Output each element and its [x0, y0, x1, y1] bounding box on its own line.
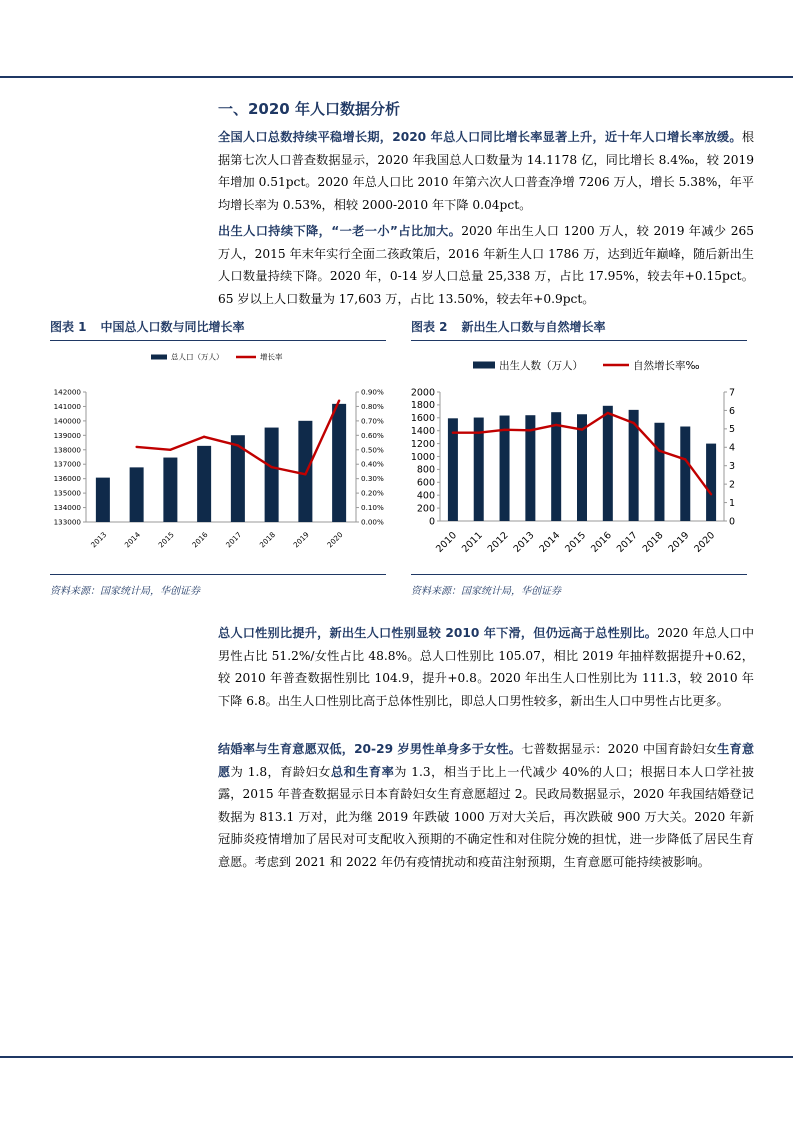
x-tick-label: 2020 — [325, 530, 345, 550]
bar-2018 — [265, 428, 279, 522]
y-left-tick-label: 1800 — [410, 400, 435, 412]
y-right-tick-label: 0.70% — [361, 416, 384, 426]
y-left-tick-label: 137000 — [53, 459, 81, 469]
y-right-tick-label: 4 — [729, 442, 736, 454]
line-point-2014 — [135, 446, 137, 448]
bar-2014 — [130, 467, 144, 522]
y-right-tick-label: 7 — [729, 387, 736, 399]
bar-2013 — [96, 478, 110, 522]
x-tick-label: 2018 — [257, 530, 278, 550]
bar-2015 — [163, 458, 177, 522]
legend-bar-swatch — [151, 355, 167, 360]
figure-2-top-rule — [411, 340, 747, 341]
y-left-tick-label: 139000 — [53, 430, 81, 440]
bar-2014 — [551, 412, 561, 521]
y-left-tick-label: 134000 — [53, 503, 81, 513]
x-tick-label: 2012 — [485, 529, 511, 555]
y-left-tick-label: 200 — [416, 503, 435, 515]
line-point-2018 — [658, 450, 660, 452]
y-right-tick-label: 0.40% — [361, 459, 384, 469]
figure-2-source: 资料来源：国家统计局，华创证券 — [411, 586, 561, 597]
line-point-2019 — [684, 458, 686, 460]
line-point-2017 — [237, 444, 239, 446]
chart-total-population — [46, 344, 390, 570]
paragraph-4-term-1: 生育意愿 — [218, 742, 755, 779]
y-right-tick-label: 1 — [729, 497, 736, 509]
y-left-tick-label: 141000 — [53, 401, 81, 411]
y-left-tick-label: 1600 — [410, 413, 435, 425]
bar-2020 — [706, 444, 716, 521]
bar-2019 — [680, 427, 690, 521]
y-right-tick-label: 0.50% — [361, 445, 384, 455]
paragraph-4-term-2: 总和生育率 — [330, 764, 395, 779]
y-left-tick-label: 136000 — [53, 474, 81, 484]
x-tick-label: 2016 — [190, 530, 210, 550]
figure-1-caption: 中国总人口数与同比增长率 — [100, 320, 245, 334]
line-point-2014 — [555, 424, 557, 426]
y-left-tick-label: 2000 — [410, 387, 435, 399]
bar-2018 — [654, 423, 664, 521]
y-left-tick-label: 1400 — [410, 426, 435, 438]
x-tick-label: 2020 — [692, 529, 718, 555]
y-right-tick-label: 0.60% — [361, 430, 384, 440]
bar-2016 — [603, 406, 613, 521]
y-right-tick-label: 2 — [729, 479, 736, 491]
figure-2-title — [411, 318, 606, 335]
line-point-2016 — [203, 436, 205, 438]
paragraph-4-body-c: 为 1.3，相当于比上一代减少 40%的人口；根据日本人口学社披露，2015 年普查数据显示日本育龄妇女生育意愿超过 2。民政局数据显示，2020 年我国结婚登记数据为 813.1 万对，此为继 2019 年跌破 1000 万对大关后，再次跌破 900 万大关。2020 年新冠肺炎疫情增加了居民对可支配收入预期的不确定性和对住院分娩的担忧，进一步降低了居民生育意愿。考虑到 2021 和 2022 年仍有疫情扰动和疫苗注射预期，生育意愿可能持续被影响。 — [218, 764, 755, 869]
y-right-tick-label: 3 — [729, 461, 736, 473]
legend-bar-swatch — [473, 362, 495, 369]
y-right-tick-label: 0.10% — [361, 503, 384, 513]
x-tick-label: 2019 — [666, 529, 692, 555]
figure-1-top-rule — [50, 340, 386, 341]
x-tick-label: 2016 — [589, 529, 614, 555]
paragraph-3-body: 2020 年总人口中男性占比 51.2%/女性占比 48.8%。总人口性别比 105.07，相比 2019 年抽样数据提升+0.62，较 2010 年普查数据性别比 104.9，提升+0.8。2020 年出生人口性别比为 111.3，较 2010 年下降 6.8。出生人口性别比高于总体性别比，即总人口男性较多，新出生人口中男性占比更多。 — [218, 626, 755, 708]
x-tick-label: 2017 — [614, 529, 640, 555]
paragraph-4-body-a: 七普数据显示：2020 中国育龄妇女 — [521, 742, 718, 756]
chart-births — [407, 344, 751, 570]
section-title: 一、2020 年人口数据分析 — [218, 100, 400, 118]
figure-1-number: 图表 1 — [50, 320, 87, 334]
y-right-tick-label: 0.20% — [361, 488, 384, 498]
figure-2-caption: 新出生人口数与自然增长率 — [461, 320, 606, 334]
paragraph-3 — [218, 622, 754, 712]
line-point-2013 — [529, 429, 531, 431]
header-rule — [0, 76, 793, 78]
y-left-tick-label: 800 — [416, 464, 435, 476]
legend-line-label: 增长率 — [260, 352, 283, 362]
legend-bar-label: 出生人数（万人） — [499, 359, 583, 372]
x-tick-label: 2010 — [434, 529, 460, 555]
paragraph-3-lead: 总人口性别比提升，新出生人口性别显较 2010 年下滑，但仍远高于总性别比。 — [218, 626, 658, 640]
x-tick-label: 2013 — [88, 530, 109, 550]
y-right-tick-label: 0 — [729, 516, 736, 528]
x-tick-label: 2011 — [459, 529, 485, 555]
y-right-tick-label: 0.90% — [361, 387, 384, 397]
paragraph-1 — [218, 126, 754, 216]
x-tick-label: 2014 — [537, 529, 563, 555]
x-tick-label: 2017 — [223, 530, 244, 550]
line-point-2015 — [169, 449, 171, 451]
y-left-tick-label: 600 — [416, 477, 435, 489]
y-left-tick-label: 133000 — [53, 517, 81, 527]
bar-2019 — [298, 421, 312, 522]
figure-1-title — [50, 318, 245, 335]
paragraph-2-lead: 出生人口持续下降，“一老一小”占比加大。 — [218, 224, 462, 238]
y-right-tick-label: 5 — [729, 424, 736, 436]
paragraph-4-lead: 结婚率与生育意愿双低，20-29 岁男性单身多于女性。 — [218, 742, 522, 756]
figure-1-bottom-rule — [50, 574, 386, 575]
figure-2-number: 图表 2 — [411, 320, 448, 334]
y-left-tick-label: 138000 — [53, 445, 81, 455]
x-tick-label: 2013 — [511, 529, 537, 555]
y-left-tick-label: 400 — [416, 490, 435, 502]
paragraph-4-body-b: 为 1.8，育龄妇女 — [230, 764, 331, 779]
bar-2020 — [332, 404, 346, 522]
y-right-tick-label: 0.80% — [361, 401, 384, 411]
paragraph-1-lead: 全国人口总数持续平稳增长期，2020 年总人口同比增长率显著上升，近十年人口增长率放缓。 — [218, 130, 742, 144]
paragraph-2 — [218, 220, 754, 310]
line-point-2010 — [452, 432, 454, 434]
y-left-tick-label: 142000 — [53, 387, 81, 397]
y-left-tick-label: 0 — [428, 516, 435, 528]
y-left-tick-label: 1200 — [410, 438, 435, 450]
y-right-tick-label: 0.00% — [361, 517, 384, 527]
line-point-2018 — [270, 466, 272, 468]
y-right-tick-label: 0.30% — [361, 474, 384, 484]
y-left-tick-label: 135000 — [53, 488, 81, 498]
paragraph-1-body: 根据第七次人口普查数据显示，2020 年我国总人口数量为 14.1178 亿，同比增长 8.4‰，较 2019 年增加 0.51pct。2020 年总人口比 2010 年第六次人口普查净增 7206 万人，增长 5.38%，年平均增长率为 0.53%，相较 2000-2010 年下降 0.04pct。 — [218, 130, 754, 212]
legend-bar-label: 总人口（万人） — [171, 352, 224, 362]
figure-2-bottom-rule — [411, 574, 747, 575]
legend-line-label: 自然增长率‰ — [633, 359, 700, 372]
figure-1-source: 资料来源：国家统计局，华创证券 — [50, 586, 200, 597]
x-tick-label: 2015 — [563, 529, 589, 555]
x-tick-label: 2019 — [291, 530, 311, 550]
line-point-2017 — [632, 422, 634, 424]
line-point-2016 — [607, 412, 609, 414]
y-left-tick-label: 140000 — [53, 416, 81, 426]
x-tick-label: 2014 — [122, 530, 143, 550]
paragraph-4 — [218, 738, 754, 873]
line-point-2012 — [503, 429, 505, 431]
footer-rule — [0, 1056, 793, 1058]
bar-2016 — [197, 446, 211, 522]
paragraph-2-body: 2020 年出生人口 1200 万人，较 2019 年减少 265 万人，2015 年末年实行全面二孩政策后，2016 年新生人口 1786 万，达到近年巅峰，随后新出生人口数量持续下降。2020 年，0-14 岁人口总量 25,338 万，占比 17.95%，较去年+0.15pct。65 岁以上人口数量为 17,603 万，占比 13.50%，较去年+0.9pct。 — [218, 224, 754, 306]
line-point-2019 — [304, 473, 306, 475]
y-left-tick-label: 1000 — [410, 451, 435, 463]
line-point-2011 — [478, 432, 480, 434]
line-point-2015 — [581, 428, 583, 430]
y-right-tick-label: 6 — [729, 405, 736, 417]
line-point-2020 — [710, 493, 712, 495]
x-tick-label: 2015 — [156, 530, 176, 550]
x-tick-label: 2018 — [640, 529, 666, 555]
line-point-2020 — [338, 399, 340, 401]
